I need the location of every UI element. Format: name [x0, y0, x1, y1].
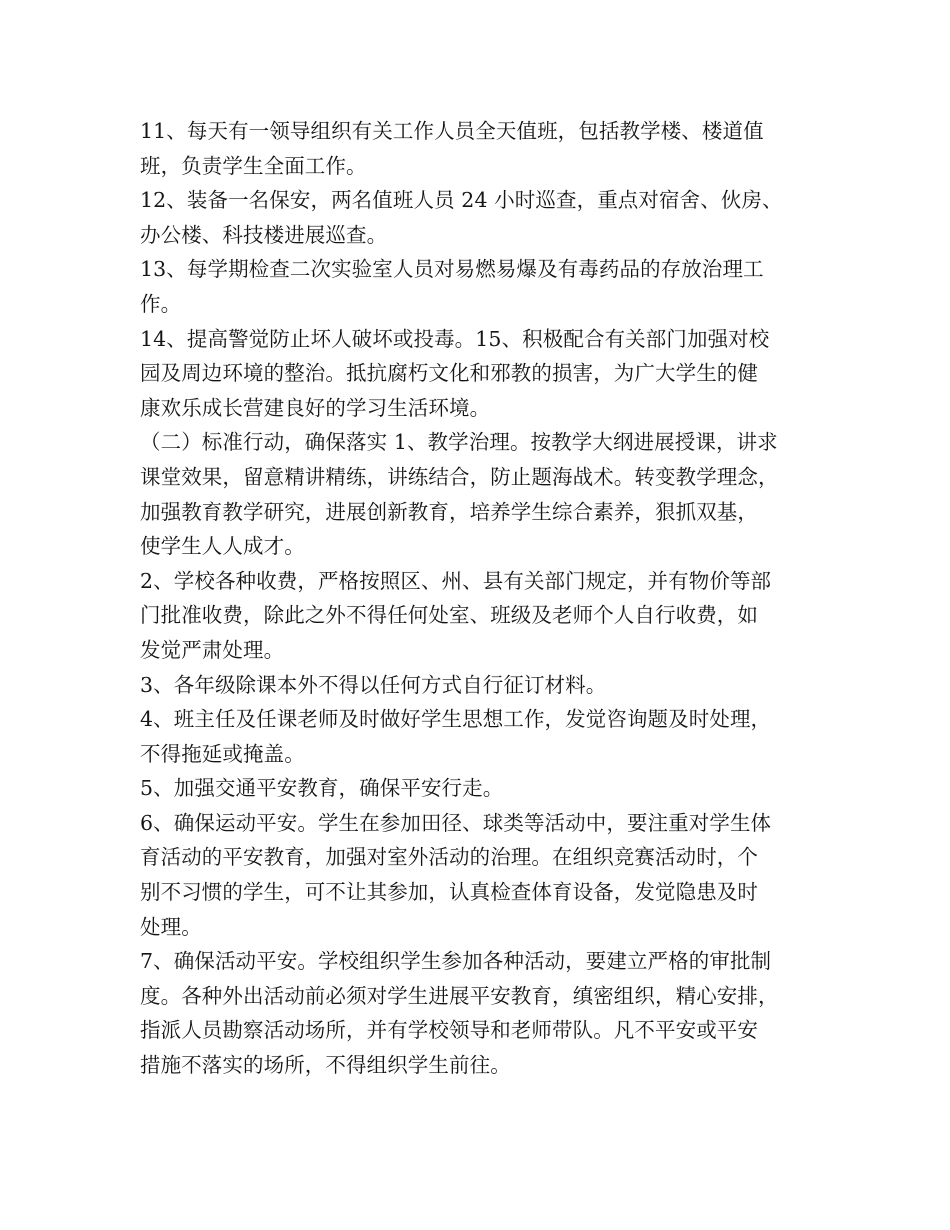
text-line: 园及周边环境的整治。抵抗腐朽文化和邪教的损害，为广大学生的健 — [140, 361, 758, 386]
text-line: 11、每天有一领导组织有关工作人员全天值班，包括教学楼、楼道值 — [140, 119, 764, 143]
text-line: 康欢乐成长营建良好的学习生活环境。 — [140, 395, 491, 420]
text-line: 2、学校各种收费，严格按照区、州、县有关部门规定，并有物价等部 — [140, 568, 772, 593]
text-line: 6、确保运动平安。学生在参加田径、球类等活动中，要注重对学生体 — [140, 810, 772, 835]
text-line: 12、装备一名保安，两名值班人员 24 小时巡查，重点对宿舍、伙房、 — [140, 188, 783, 213]
text-line: 班，负责学生全面工作。 — [140, 153, 367, 178]
text-line: 别不习惯的学生，可不让其参加，认真检查体育设备，发觉隐患及时 — [140, 880, 758, 905]
text-line: 处理。 — [140, 914, 202, 939]
text-line: 加强教育教学研究，进展创新教育，培养学生综合素养，狠抓双基， — [140, 499, 758, 524]
text-line: 3、各年级除课本外不得以任何方式自行征订材料。 — [140, 672, 607, 697]
text-line: 指派人员勘察活动场所，并有学校领导和老师带队。凡不平安或平安 — [140, 1018, 758, 1043]
text-line: 作。 — [140, 291, 182, 316]
text-line: （二）标准行动，确保落实 1、教学治理。按教学大纲进展授课，讲求 — [140, 430, 778, 455]
text-line: 4、班主任及任课老师及时做好学生思想工作，发觉咨询题及时处理， — [140, 707, 772, 732]
text-line: 5、加强交通平安教育，确保平安行走。 — [140, 776, 504, 801]
text-line: 发觉严肃处理。 — [140, 637, 285, 662]
text-line: 7、确保活动平安。学校组织学生参加各种活动，要建立严格的审批制 — [140, 949, 772, 974]
text-line: 13、每学期检查二次实验室人员对易燃易爆及有毒药品的存放治理工 — [140, 257, 764, 282]
text-line: 课堂效果，留意精讲精练，讲练结合，防止题海战术。转变教学理念， — [140, 464, 779, 489]
document-body — [140, 114, 830, 1083]
text-line: 使学生人人成才。 — [140, 534, 305, 559]
text-line: 度。各种外出活动前必须对学生进展平安教育，缜密组织，精心安排， — [140, 983, 779, 1008]
text-line: 14、提高警觉防止坏人破坏或投毒。15、积极配合有关部门加强对校 — [140, 326, 770, 351]
text-line: 措施不落实的场所，不得组织学生前往。 — [140, 1053, 511, 1078]
text-line: 不得拖延或掩盖。 — [140, 741, 305, 766]
text-line: 办公楼、科技楼进展巡查。 — [140, 222, 388, 247]
text-line: 门批准收费，除此之外不得任何处室、班级及老师个人自行收费，如 — [140, 603, 758, 628]
text-line: 育活动的平安教育，加强对室外活动的治理。在组织竞赛活动时，个 — [140, 845, 758, 870]
